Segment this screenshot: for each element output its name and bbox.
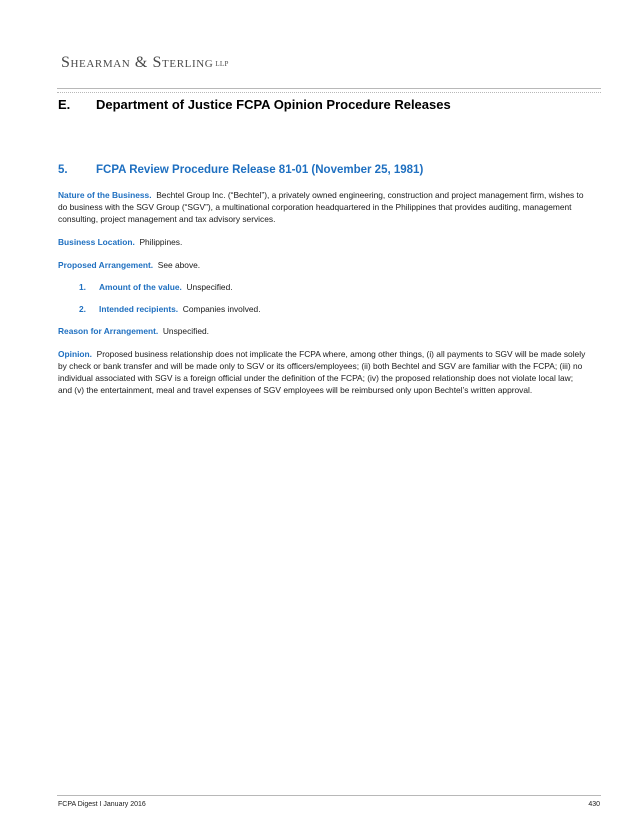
opinion-text: Proposed business relationship does not implicate the FCPA where, among other things, (i) all payments to SGV will be made solely by check or bank transfer and will be made only to SGV or its officers/employees; (ii) both Bechtel and SGV are familiar with the FCPA; (iii) no individual associated with SGV is a foreign official under the definition of the FCPA; (iv) the proposed relationship does not violate local law; and (v) the entertainment, meal and travel expenses of SGV employees will be reimbursed only upon Bechtel’s written approval.	[58, 349, 586, 395]
footer-publication: FCPA Digest I January 2016	[58, 801, 146, 808]
section-heading	[58, 97, 451, 112]
item-label: Amount of the value.	[99, 282, 182, 292]
nature-paragraph	[58, 189, 588, 225]
nature-text: Bechtel Group Inc. (“Bechtel”), a privately owned engineering, construction and project management firm, wishes to do business with the SGV Group (“SGV”), a multinational corporation headquartered in the Philippines that provides auditing, management consulting, project management and tax advisory services.	[58, 190, 584, 224]
reason-text: Unspecified.	[162, 326, 209, 336]
item-number: 2.	[79, 304, 86, 314]
list-item	[79, 303, 261, 315]
section-title: Department of Justice FCPA Opinion Procedure Releases	[96, 97, 451, 112]
list-item	[79, 281, 233, 293]
item-label: Intended recipients.	[99, 304, 179, 314]
nature-label: Nature of the Business.	[58, 190, 152, 200]
location-paragraph	[58, 236, 588, 248]
reason-label: Reason for Arrangement.	[58, 326, 159, 336]
location-label: Business Location.	[58, 237, 135, 247]
opinion-paragraph	[58, 348, 588, 396]
item-number: 1.	[79, 282, 86, 292]
reason-paragraph	[58, 325, 588, 337]
footer-rule	[57, 795, 601, 796]
item-text: Companies involved.	[182, 304, 261, 314]
opinion-label: Opinion.	[58, 349, 92, 359]
firm-name: Shearman & Sterling	[61, 54, 214, 71]
arrangement-label: Proposed Arrangement.	[58, 260, 154, 270]
arrangement-paragraph	[58, 259, 588, 271]
page-number: 430	[588, 801, 600, 808]
firm-suffix: LLP	[215, 60, 229, 68]
header-rule	[57, 88, 601, 93]
arrangement-text: See above.	[157, 260, 201, 270]
item-text: Unspecified.	[186, 282, 233, 292]
release-title: FCPA Review Procedure Release 81-01 (November 25, 1981)	[96, 164, 424, 176]
location-text: Philippines.	[139, 237, 183, 247]
release-heading	[58, 164, 423, 176]
firm-logo	[61, 54, 229, 72]
release-number: 5.	[58, 164, 68, 176]
section-letter: E.	[58, 97, 71, 112]
